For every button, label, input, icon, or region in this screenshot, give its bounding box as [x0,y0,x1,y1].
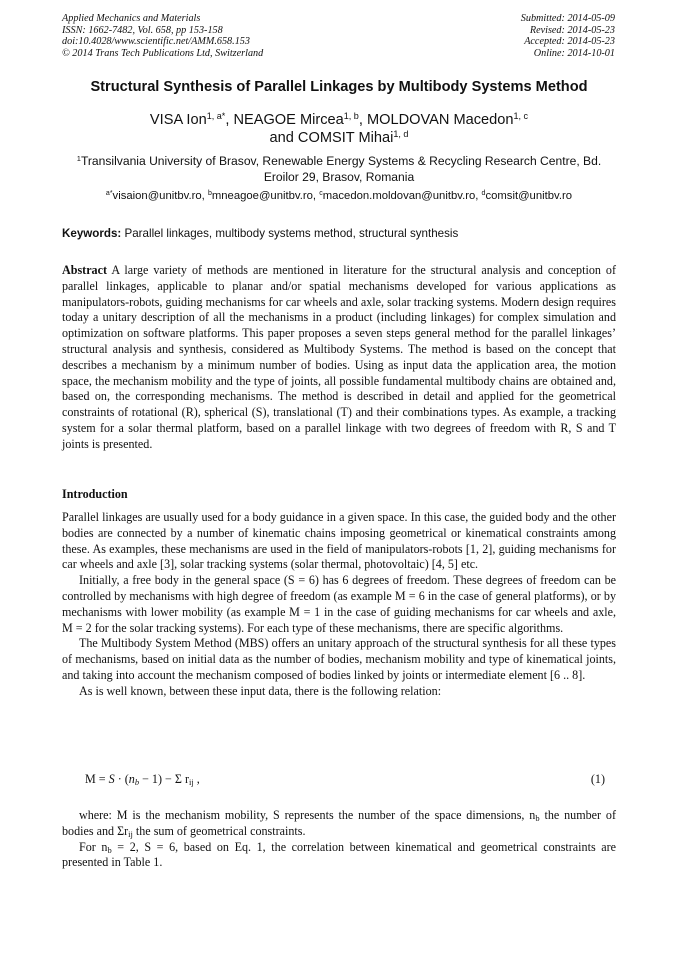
copyright-line: © 2014 Trans Tech Publications Ltd, Switzerland [62,47,264,59]
author-4: and COMSIT Mihai$^{1, d}$ [269,129,409,146]
author-emails [30,190,648,202]
keywords [62,227,458,240]
paper-title: Structural Synthesis of Parallel Linkages by Multibody Systems Method [90,79,588,95]
author-list [40,111,638,147]
publication-dates [521,13,615,59]
doi-line[interactable]: doi:10.4028/www.scientific.net/AMM.658.153 [62,36,250,48]
journal-info [62,13,263,59]
abstract [62,263,616,453]
email-c[interactable]: $^c$macedon.moldovan@unitbv.ro, [319,190,482,202]
intro-paragraph-2: Initially, a free body in the general space (S = 6) has 6 degrees of freedom. These degrees of freedom can be controlled by mechanisms with high degree of freedom (as example M = 6 in the case of general platforms), or by mechanisms with lower mobility (as example M = 1 in the case of guiding mechanisms for car wheels and axle, M = 2 for the solar tracking systems). For each type of these mechanisms, there are specific algorithms. [62,573,616,635]
affiliation: $^1$Transilvania University of Brasov, Renewable Energy Systems & Recycling Research Centre, Bd. Eroilor 29, Brasov, Romania [76,153,602,184]
post-equation-text [62,808,616,871]
accepted-date: Accepted: 2014-05-23 [524,36,615,48]
revised-date: Revised: 2014-05-23 [529,24,615,36]
keywords-text: Parallel linkages, multibody systems method, structural synthesis [121,227,459,240]
abstract-text: A large variety of methods are mentioned in literature for the structural analysis and conception of parallel linkages, applicable to planar and/or spatial mechanisms developed for various applications as manipulators-robots, guiding mechanisms for car wheels and axle, solar tracking systems. Modern design requires today a unitary description of all the mechanisms in a product (including linkages) for complex simulation and optimization on software platforms. This paper proposes a seven steps general method for the parallel linkages’ structural analysis and synthesis, considered as Multibody Systems. The method is based on the concept that describes a mechanism by a minimum number of bodies. Using as input data the application area, the motion space, the mechanism mobility and the type of joints, all possible fundamental multibody chains are obtained and, based on, the corresponding mechanisms. The method is described in detail and applied for the geometrical constraints of rotational (R), spherical (S), translational (T) and their combinations types. As example, a tracking system for a solar thermal platform, based on a parallel linkage with two degrees of freedom with R, S and T joints is presented. [62,263,616,451]
equation-expression: $M = S \cdot (n_b - 1) - \Sigma$ $r_{ij}$ , [85,772,200,788]
where-paragraph: where: M is the mechanism mobility, S represents the number of the space dimensions, $n_b$ the number of bodies and $\Sigma r_{ij}$ the sum of geometrical constraints. [62,808,617,839]
author-1: VISA Ion$^{1, a*}$, [149,111,234,128]
submitted-date: Submitted: 2014-05-09 [520,13,615,24]
equation-number: (1) [590,772,605,786]
email-a[interactable]: $^{a*}$visaion@unitbv.ro, [105,190,208,202]
intro-paragraph-4: As is well known, between these input data, there is the following relation: [79,683,442,698]
email-b[interactable]: $^b$mneagoe@unitbv.ro, [207,190,320,202]
author-2: NEAGOE Mircea$^{1, b}$, [233,111,367,128]
online-date: Online: 2014-10-01 [533,47,615,59]
table-reference-paragraph: For $n_b = 2$, S = 6, based on Eq. 1, the correlation between kinematical and geometrical constraints are presented in Table 1. [62,839,617,870]
abstract-label: Abstract [62,263,108,277]
journal-name: Applied Mechanics and Materials [62,13,201,24]
issn-line: ISSN: 1662-7482, Vol. 658, pp 153-158 [62,24,223,36]
intro-paragraph-3: The Multibody System Method (MBS) offers an unitary approach of the structural synthesis for all these types of mechanisms, based on initial data as the number of bodies, mechanism mobility and type of kinematical joints, and taking into account the mechanism composed of bodies linked by joints or intermediate element [6 .. 8]. [62,636,616,682]
equation-1 [0,772,678,790]
intro-paragraph-1: Parallel linkages are usually used for a body guidance in a given space. In this case, the guided body and the other bodies are connected by a number of kinematic chains imposing geometrical or kinematical constraints among these. As examples, these mechanisms are used in the field of manipulators-robots [1, 2], guiding mechanisms for car wheels and axle [3], solar tracking systems (solar thermal, photovoltaic) [4, 5] etc. [62,510,616,572]
introduction-body [62,510,616,700]
email-d[interactable]: $^d$comsit@unitbv.ro [481,190,573,202]
section-heading-introduction: Introduction [62,487,128,501]
keywords-label: Keywords: [62,227,122,240]
author-3: MOLDOVAN Macedon$^{1, c}$ [366,111,529,128]
